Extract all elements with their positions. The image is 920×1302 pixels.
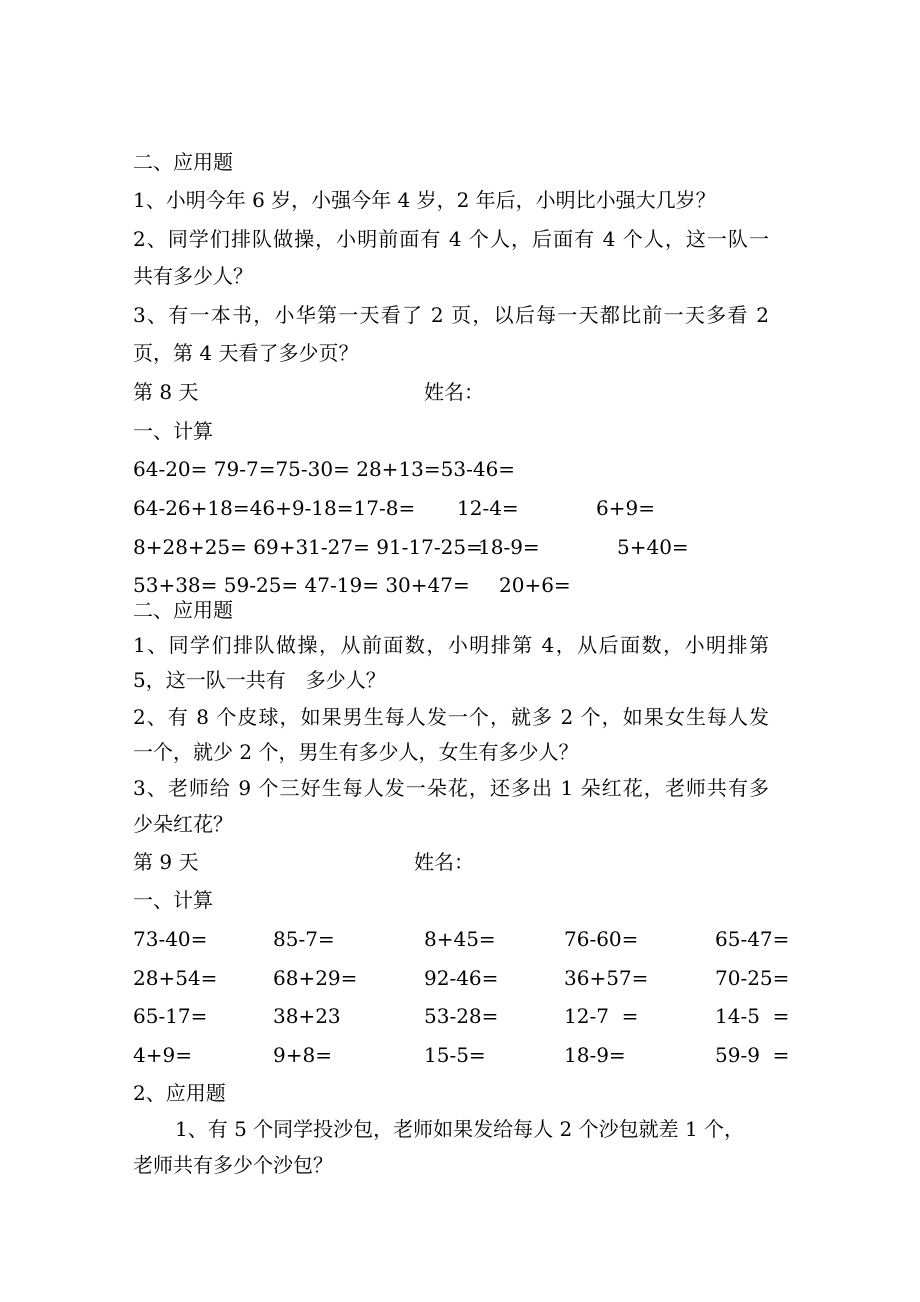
calc-item: 65-47= [715, 927, 790, 951]
day-label: 第 8 天 [133, 380, 199, 404]
calc-item: 28+54= [133, 966, 218, 990]
problem-line: 少朵红花？ [133, 812, 233, 836]
problem-line: 1、有 5 个同学投沙包，老师如果发给每人 2 个沙包就差 1 个， [175, 1117, 745, 1141]
calc-item: 8+45= [424, 927, 496, 951]
name-label: 姓名： [424, 380, 484, 404]
calc-item: 70-25= [715, 966, 790, 990]
calc-row: 64-20= 79-7=75-30= 28+13=53-46= [133, 457, 516, 481]
calc-item: 14-5 = [715, 1004, 790, 1028]
calc-item: 92-46= [424, 966, 499, 990]
calc-item: 15-5= [424, 1043, 486, 1067]
problem-line: 5，这一队一共有 多少人？ [133, 668, 386, 692]
calc-item: 9+8= [273, 1043, 332, 1067]
section-heading: 2、应用题 [133, 1081, 226, 1105]
calc-item: 38+23 [273, 1004, 341, 1028]
calc-heading: 一、计算 [133, 888, 213, 912]
problem-line: 3、老师给 9 个三好生每人发一朵花，还多出 1 朵红花，老师共有多 [133, 776, 769, 800]
calc-row: 8+28+25= 69+31-27= 91-17-25= [133, 535, 483, 559]
section-heading: 二、应用题 [133, 150, 233, 174]
calc-item: 76-60= [564, 927, 639, 951]
problem-line: 一个，就少 2 个，男生有多少人，女生有多少人？ [133, 740, 579, 764]
calc-item: 12-4= [457, 496, 519, 520]
problem-line: 2、有 8 个皮球，如果男生每人发一个，就多 2 个，如果女生每人发 [133, 705, 769, 729]
name-label: 姓名： [414, 850, 474, 874]
problem-line: 1、小明今年 6 岁，小强今年 4 岁，2 年后，小明比小强大几岁？ [133, 188, 716, 212]
calc-item: 68+29= [273, 966, 358, 990]
calc-item: 65-17= [133, 1004, 208, 1028]
problem-line: 3、有一本书，小华第一天看了 2 页，以后每一天都比前一天多看 2 [133, 303, 769, 327]
day-label: 第 9 天 [133, 850, 199, 874]
calc-item: 53-28= [424, 1004, 499, 1028]
calc-item: 5+40= [617, 535, 689, 559]
calc-item: 73-40= [133, 927, 208, 951]
problem-line: 1、同学们排队做操，从前面数，小明排第 4，从后面数，小明排第 [133, 633, 769, 657]
problem-line: 页，第 4 天看了多少页？ [133, 341, 359, 365]
calc-heading: 一、计算 [133, 419, 213, 443]
problem-line: 老师共有多少个沙包？ [133, 1153, 333, 1177]
calc-item: 20+6= [499, 573, 571, 597]
calc-row: 64-26+18=46+9-18=17-8= [133, 496, 416, 520]
calc-item: 4+9= [133, 1043, 192, 1067]
problem-line: 共有多少人？ [133, 264, 253, 288]
calc-item: 12-7 = [564, 1004, 639, 1028]
calc-item: 59-9 = [715, 1043, 790, 1067]
section-heading: 二、应用题 [133, 598, 233, 622]
calc-item: 36+57= [564, 966, 649, 990]
calc-item: 6+9= [596, 496, 655, 520]
calc-item: 18-9= [564, 1043, 626, 1067]
calc-item: 18-9= [478, 535, 540, 559]
calc-row: 53+38= 59-25= 47-19= 30+47= [133, 573, 470, 597]
problem-line: 2、同学们排队做操，小明前面有 4 个人，后面有 4 个人，这一队一 [133, 227, 769, 251]
calc-item: 85-7= [273, 927, 335, 951]
